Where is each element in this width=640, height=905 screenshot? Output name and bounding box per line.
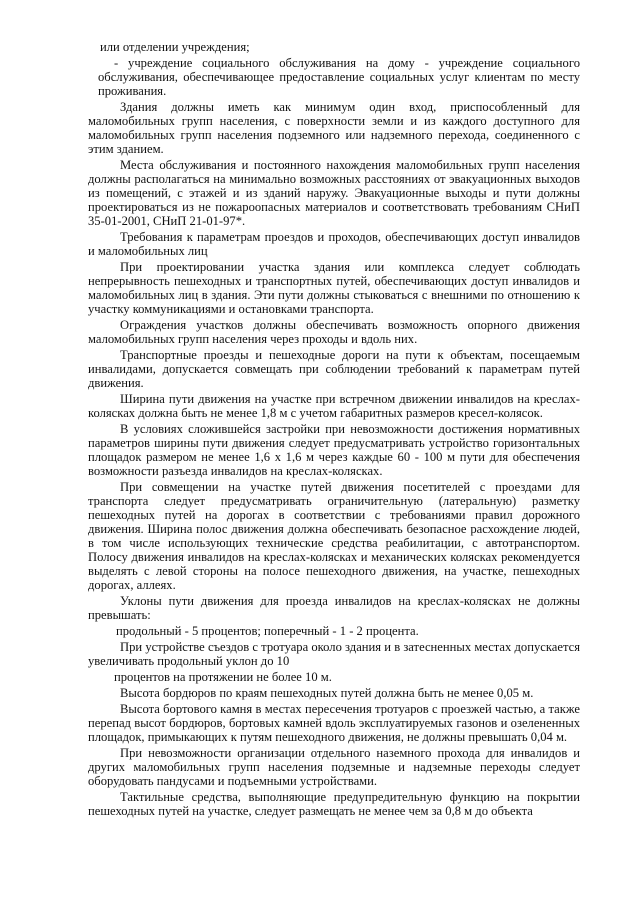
document-page bbox=[88, 40, 580, 820]
paragraph-8: Транспортные проезды и пешеходные дороги на пути к объектам, посещаемым инвалидами, допускается совмещать при соблюдении требований к параметрам путей движения. bbox=[88, 348, 580, 390]
paragraph-1: или отделении учреждения; bbox=[100, 40, 250, 54]
paragraph-14: При устройстве съездов с тротуара около здания и в затесненных местах допускается увеличивать продольный уклон до 10 bbox=[88, 640, 580, 668]
paragraph-18: При невозможности организации отдельного наземного прохода для инвалидов и других маломобильных групп населения подземные и надземные переходы следует оборудовать пандусами и подъемными устройствами. bbox=[88, 746, 580, 788]
paragraph-16: Высота бордюров по краям пешеходных путей должна быть не менее 0,05 м. bbox=[120, 686, 534, 700]
paragraph-13: продольный - 5 процентов; поперечный - 1 - 2 процента. bbox=[116, 624, 419, 638]
paragraph-7: Ограждения участков должны обеспечивать возможность опорного движения маломобильных групп населения через проходы и вдоль них. bbox=[88, 318, 580, 346]
paragraph-6: При проектировании участка здания или комплекса следует соблюдать непрерывность пешеходных и транспортных путей, обеспечивающих доступ инвалидов и маломобильных лиц в здания. Эти пути должны стыковаться с внешними по отношению к участку коммуникациями и остановками транспорта. bbox=[88, 260, 580, 316]
paragraph-2: - учреждение социального обслуживания на дому - учреждение социального обслуживания, обеспечивающее предоставление социальных услуг клиентам по месту проживания. bbox=[98, 56, 580, 98]
paragraph-17: Высота бортового камня в местах пересечения тротуаров с проезжей частью, а также перепад высот бордюров, бортовых камней вдоль эксплуатируемых газонов и озелененных площадок, примыкающих к путям пешеходного движения, не должны превышать 0,04 м. bbox=[88, 702, 580, 744]
paragraph-3: Здания должны иметь как минимум один вход, приспособленный для маломобильных групп населения, с поверхности земли и из каждого доступного для маломобильных групп населения подземного или надземного перехода, соединенного с этим зданием. bbox=[88, 100, 580, 156]
paragraph-5: Требования к параметрам проездов и проходов, обеспечивающих доступ инвалидов и маломобильных лиц bbox=[88, 230, 580, 258]
paragraph-19: Тактильные средства, выполняющие предупредительную функцию на покрытии пешеходных путей на участке, следует размещать не менее чем за 0,8 м до объекта bbox=[88, 790, 580, 818]
paragraph-9: Ширина пути движения на участке при встречном движении инвалидов на креслах-колясках должна быть не менее 1,8 м с учетом габаритных размеров кресел-колясок. bbox=[88, 392, 580, 420]
paragraph-12: Уклоны пути движения для проезда инвалидов на креслах-колясках не должны превышать: bbox=[88, 594, 580, 622]
paragraph-4: Места обслуживания и постоянного нахождения маломобильных групп населения должны располагаться на минимально возможных расстояниях от эвакуационных выходов из помещений, с этажей и из зданий наружу. Эвакуационные выходы и пути должны проектироваться из не пожароопасных материалов и соответствовать требованиям СНиП 35-01-2001, СНиП 21-01-97*. bbox=[88, 158, 580, 228]
paragraph-11: При совмещении на участке путей движения посетителей с проездами для транспорта следует предусматривать ограничительную (латеральную) разметку пешеходных путей на дорогах в соответствии с требованиями правил дорожного движения. Ширина полос движения должна обеспечивать безопасное расхождение людей, в том числе использующих технические средства реабилитации, с автотранспортом. Полосу движения инвалидов на креслах-колясках и механических колясках рекомендуется выделять с левой стороны на полосе пешеходного движения, на участке, пешеходных дорогах, аллеях. bbox=[88, 480, 580, 592]
paragraph-15: процентов на протяжении не более 10 м. bbox=[114, 670, 332, 684]
paragraph-10: В условиях сложившейся застройки при невозможности достижения нормативных параметров ширины пути движения следует предусматривать устройство горизонтальных площадок размером не менее 1,6 х 1,6 м через каждые 60 - 100 м пути для обеспечения возможности разъезда инвалидов на креслах-колясках. bbox=[88, 422, 580, 478]
